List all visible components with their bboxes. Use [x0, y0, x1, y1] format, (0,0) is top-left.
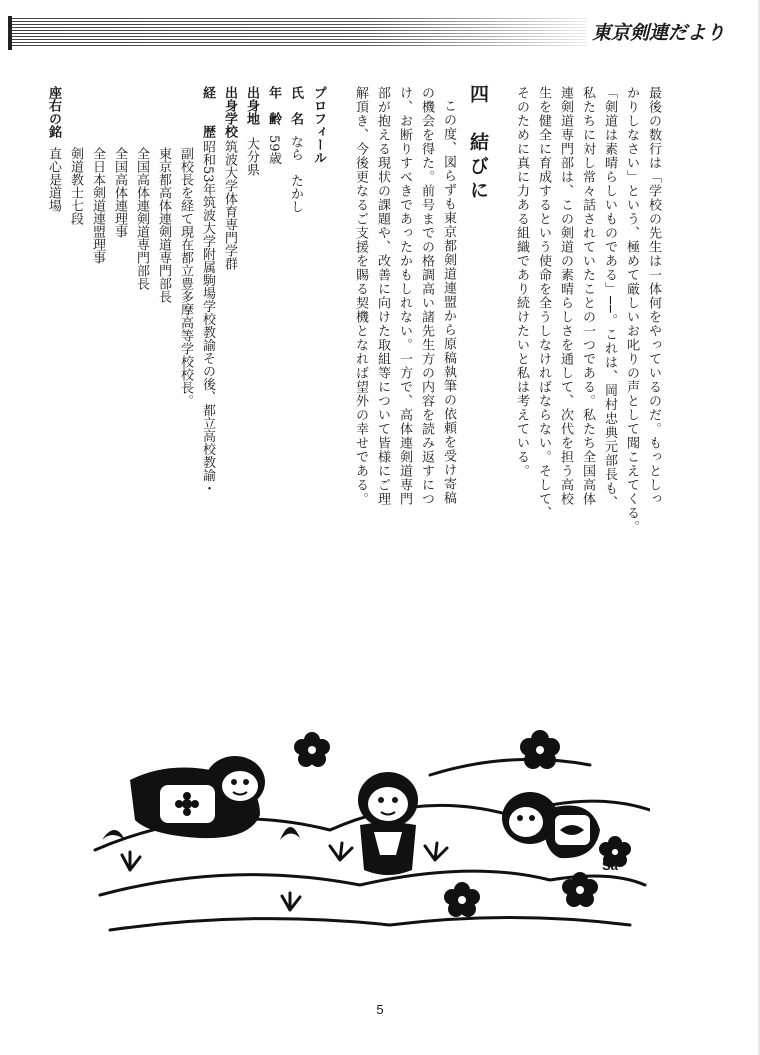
profile-career — [198, 86, 217, 495]
section-heading: 四 結びに — [467, 84, 489, 204]
body-line: 私たちに対し常々話されていたことの一つである。私たち全国高体 — [580, 86, 595, 506]
profile-title: プロフィール — [311, 86, 326, 164]
paragraph-line: の機会を得た。前号までの格調高い諸先生方の内容を読み返すにつ — [419, 86, 434, 506]
monkey-left — [102, 756, 300, 840]
paragraph-line: 部が抱える現状の課題や、改善に向けた取組等について皆様にご理 — [375, 86, 390, 506]
body-line: 「剣道は素晴らしいものである」──。これは、岡村忠典元部長も、 — [602, 86, 617, 510]
body-line: そのために真に力ある組織であり続けたいと私は考えている。 — [514, 86, 529, 478]
paragraph-line: け、お断りすべきであったかもしれない。一方で、高体連剣道専門 — [397, 86, 412, 506]
profile-name — [286, 86, 305, 213]
career-label: 経 歴 — [200, 86, 215, 138]
artist-signature: Sa — [602, 858, 618, 873]
career-line: 副校長を経て現在都立豊多摩高等学校校長。 — [178, 147, 193, 407]
hill-line — [110, 918, 630, 931]
profile-age — [264, 86, 283, 165]
career-line: 全日本剣道連盟理事 — [90, 147, 105, 264]
profile-birthplace — [242, 86, 261, 176]
paragraph-line: 解頂き、今後更なるご支援を賜る契機となれば望外の幸せである。 — [353, 86, 368, 506]
hill-line — [430, 759, 590, 775]
career-line: 昭和53年筑波大学附属駒場学校教諭その後、都立高校教諭・ — [200, 140, 215, 495]
age-value: 59歳 — [266, 135, 281, 165]
page-number: 5 — [376, 1002, 384, 1017]
school-label: 出身学校 — [222, 86, 237, 138]
monkeys-illustration — [90, 720, 650, 950]
motto-value: 直心是道場 — [46, 147, 61, 212]
profile-school — [220, 86, 239, 270]
monkey-center — [358, 772, 418, 875]
career-line: 東京都高体連剣道専門部長 — [156, 147, 171, 303]
career-line: 全国高体連剣道専門部長 — [134, 147, 149, 290]
school-value: 筑波大学体育専門学群 — [222, 140, 237, 270]
career-line: 全国高体連理事 — [112, 147, 127, 238]
age-label: 年 齢 — [266, 86, 281, 125]
career-line: 剣道教士七段 — [68, 147, 83, 225]
name-value: なら たかし — [288, 135, 303, 213]
profile-motto — [44, 86, 63, 138]
header-rule — [12, 18, 587, 46]
body-line: 連剣道専門部は、この剣道の素晴らしさを通して、次代を担う高校 — [558, 86, 573, 506]
newsletter-title: 東京剣連だより — [592, 22, 726, 44]
motto-label: 座右の銘 — [46, 86, 61, 138]
birthplace-value: 大分県 — [244, 137, 259, 176]
body-line: 最後の数行は「学校の先生は一体何をやっているのだ。もっとしっ — [646, 86, 661, 506]
body-line: 生を健全に育成するという使命を全うしなければならない。そして、 — [536, 86, 551, 520]
body-line: かりしなさい」という、極めて厳しいお叱りの声として聞こえてくる。 — [624, 86, 639, 534]
name-label: 氏 名 — [288, 86, 303, 125]
paragraph-line: この度、図らずも東京都剣道連盟から原稿執筆の依頼を受け寄稿 — [441, 99, 456, 505]
birthplace-label: 出身地 — [244, 86, 259, 125]
